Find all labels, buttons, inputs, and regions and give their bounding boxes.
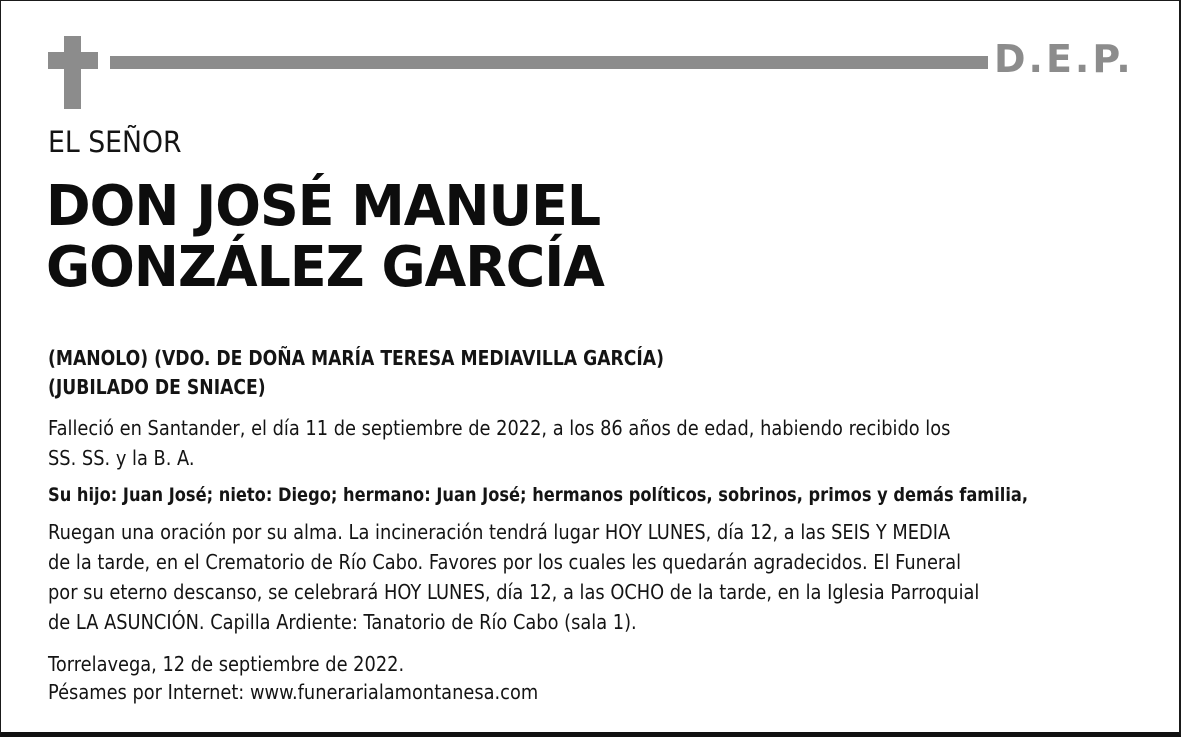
subtitle-line-1: (MANOLO) (VDO. DE DOÑA MARÍA TERESA MEDIAVILLA GARCÍA) (48, 346, 664, 370)
death-line-2: SS. SS. y la B. A. (48, 446, 195, 470)
footer-paragraph (48, 650, 538, 706)
name-line-1: DON JOSÉ MANUEL (46, 174, 601, 239)
deceased-subtitle (48, 344, 664, 402)
prayer-line-3: por su eterno descanso, se celebrará HOY LUNES, día 12, a las OCHO de la tarde, en la Iglesia Parroquial (48, 580, 980, 604)
cross-icon (48, 36, 98, 109)
family-line: Su hijo: Juan José; nieto: Diego; hermano: Juan José; hermanos políticos, sobrinos, primos y demás familia, (48, 484, 1029, 506)
dep-label: D.E.P. (994, 37, 1134, 81)
header-rule (110, 56, 988, 69)
prayer-line-1: Ruegan una oración por su alma. La incineración tendrá lugar HOY LUNES, día 12, a las SEIS Y MEDIA (48, 520, 951, 544)
name-line-2: GONZÁLEZ GARCÍA (46, 235, 604, 300)
prayer-paragraph (48, 517, 979, 637)
prayer-line-4: de LA ASUNCIÓN. Capilla Ardiente: Tanatorio de Río Cabo (sala 1). (48, 610, 637, 634)
death-line-1: Falleció en Santander, el día 11 de septiembre de 2022, a los 86 años de edad, habiendo recibido los (48, 416, 951, 440)
place-date: Torrelavega, 12 de septiembre de 2022. (48, 652, 405, 676)
death-paragraph (48, 413, 950, 473)
subtitle-line-2: (JUBILADO DE SNIACE) (48, 375, 266, 399)
deceased-name (46, 176, 604, 298)
condolences-link: Pésames por Internet: www.funerarialamontanesa.com (48, 680, 539, 704)
salutation: EL SEÑOR (48, 125, 182, 159)
prayer-line-2: de la tarde, en el Crematorio de Río Cabo. Favores por los cuales les quedarán agradecidos. El Funeral (48, 550, 962, 574)
